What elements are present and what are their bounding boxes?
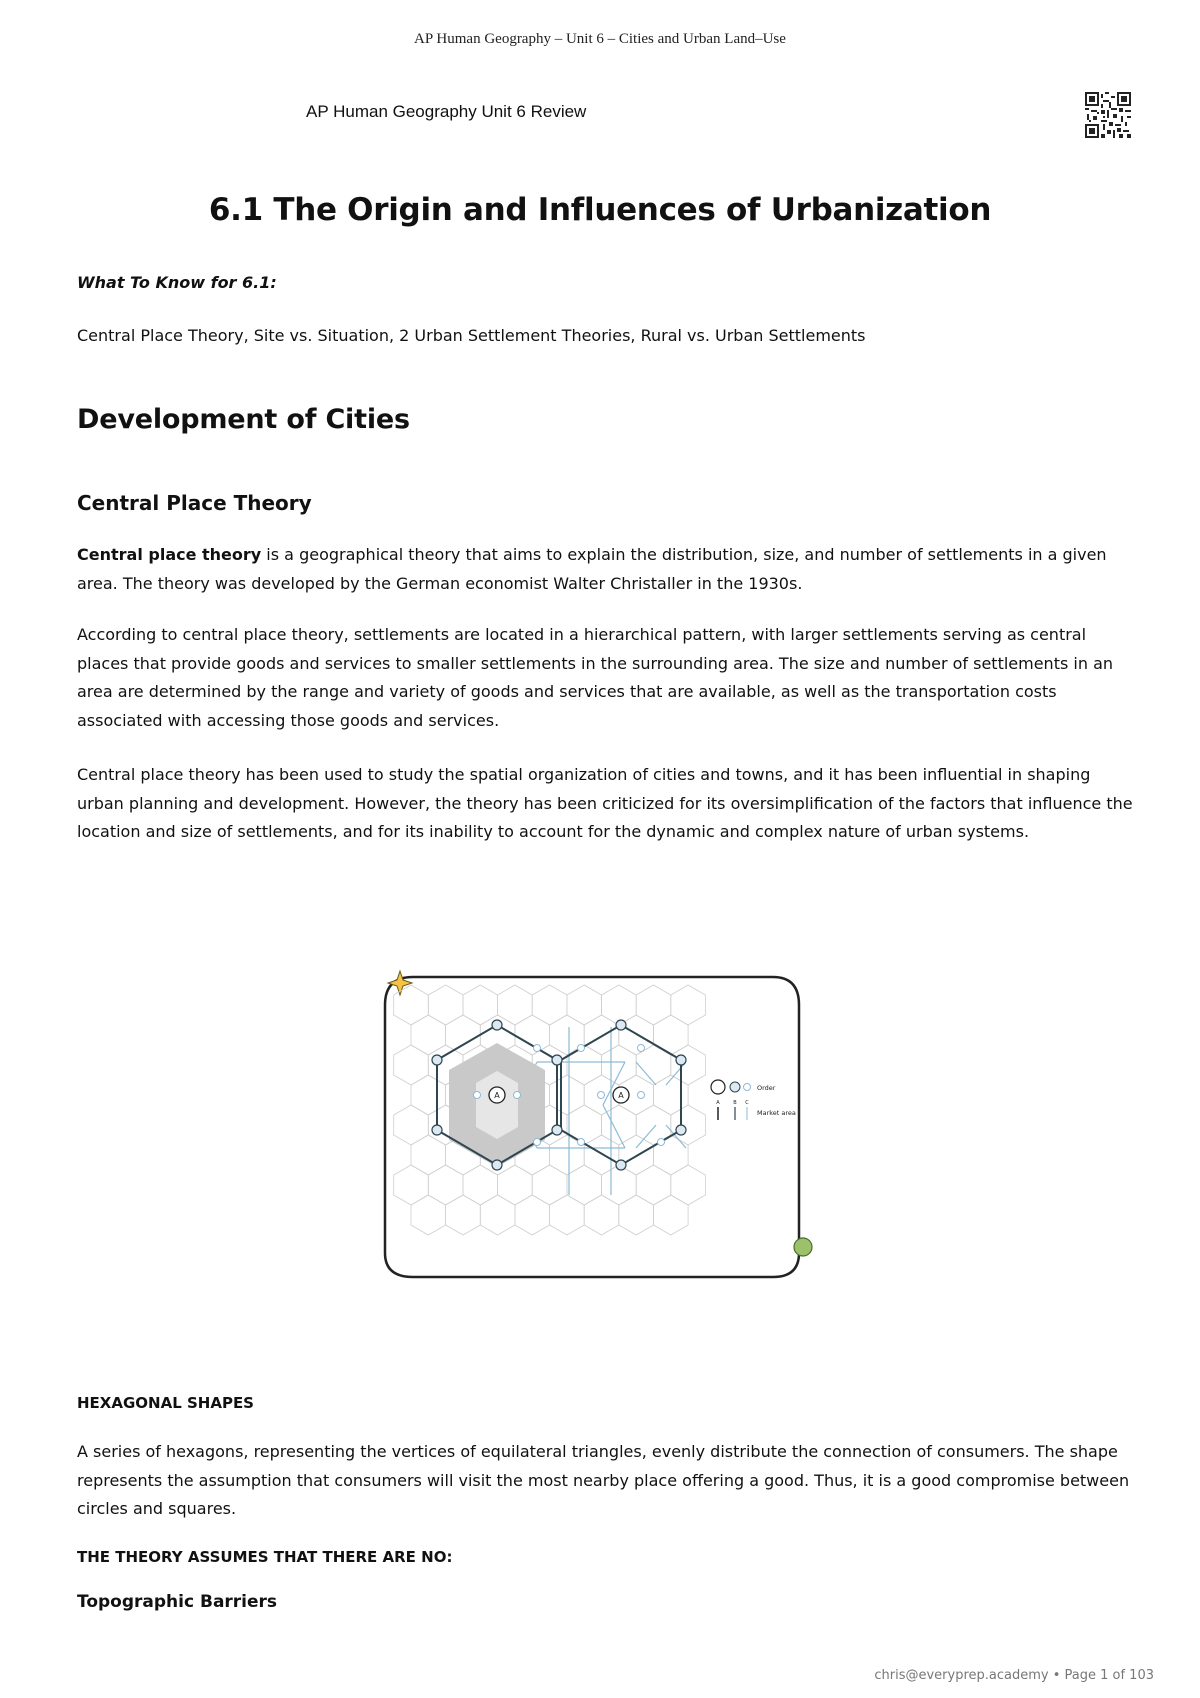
assumptions-heading: THE THEORY ASSUMES THAT THERE ARE NO: [77, 1548, 453, 1566]
term-central-place-theory: Central place theory [77, 545, 262, 564]
central-place-heading: Central Place Theory [77, 491, 312, 515]
hexagonal-paragraph: A series of hexagons, representing the vertices of equilateral triangles, evenly distribute the connection of consumers. The shape represents the assumption that consumers will visit the most nearby place offering a good. Thus, it is a good compromise between circles and squares. [77, 1442, 1130, 1518]
definition-text: is a geographical theory that aims to explain the distribution, size, and number of settlements in a given area. The theory was developed by the German economist Walter Christaller in the 1930s. [77, 545, 1107, 593]
page-footer: chris@everyprep.academy • Page 1 of 103 [874, 1668, 1154, 1683]
development-heading: Development of Cities [77, 404, 410, 435]
document-title: AP Human Geography Unit 6 Review [306, 102, 587, 121]
badge-decoration-icon [794, 1238, 812, 1256]
section-title: 6.1 The Origin and Influences of Urbanization [208, 192, 992, 228]
legend-letter-c: C [745, 1100, 749, 1106]
legend-order-label: Order [757, 1084, 776, 1092]
diagram-frame [385, 977, 799, 1277]
central-place-label-left: A [494, 1091, 500, 1100]
legend-letter-b: B [733, 1100, 737, 1106]
legend-letter-a: A [716, 1100, 720, 1106]
paragraph-criticism: Central place theory has been used to study the spatial organization of cities and towns, and it has been influential in shaping urban planning and development. However, the theory has been criticized for its oversimplification of the factors that influence the location and size of settlements, and for its inability to account for the dynamic and complex nature of urban systems. [77, 765, 1133, 841]
qr-code-icon[interactable] [1085, 92, 1131, 138]
central-place-label-right: A [618, 1091, 624, 1100]
hexagonal-heading: HEXAGONAL SHAPES [77, 1394, 254, 1412]
paragraph-hierarchy: According to central place theory, settlements are located in a hierarchical pattern, with larger settlements serving as central places that provide goods and services to smaller settlements in the surrounding area. The size and number of settlements in an area are determined by the range and variety of goods and services that are available, as well as the transportation costs associated with accessing those goods and services. [77, 625, 1114, 730]
what-to-know-label: What To Know for 6.1: [77, 273, 277, 292]
legend-market-label: Market area [757, 1109, 796, 1117]
running-header: AP Human Geography – Unit 6 – Cities and Urban Land–Use [414, 31, 786, 47]
assumption-item: Topographic Barriers [77, 1592, 278, 1612]
central-place-diagram [381, 965, 821, 1285]
topics-list: Central Place Theory, Site vs. Situation, 2 Urban Settlement Theories, Rural vs. Urban Settlements [77, 326, 866, 345]
paragraph-definition [77, 541, 1137, 598]
